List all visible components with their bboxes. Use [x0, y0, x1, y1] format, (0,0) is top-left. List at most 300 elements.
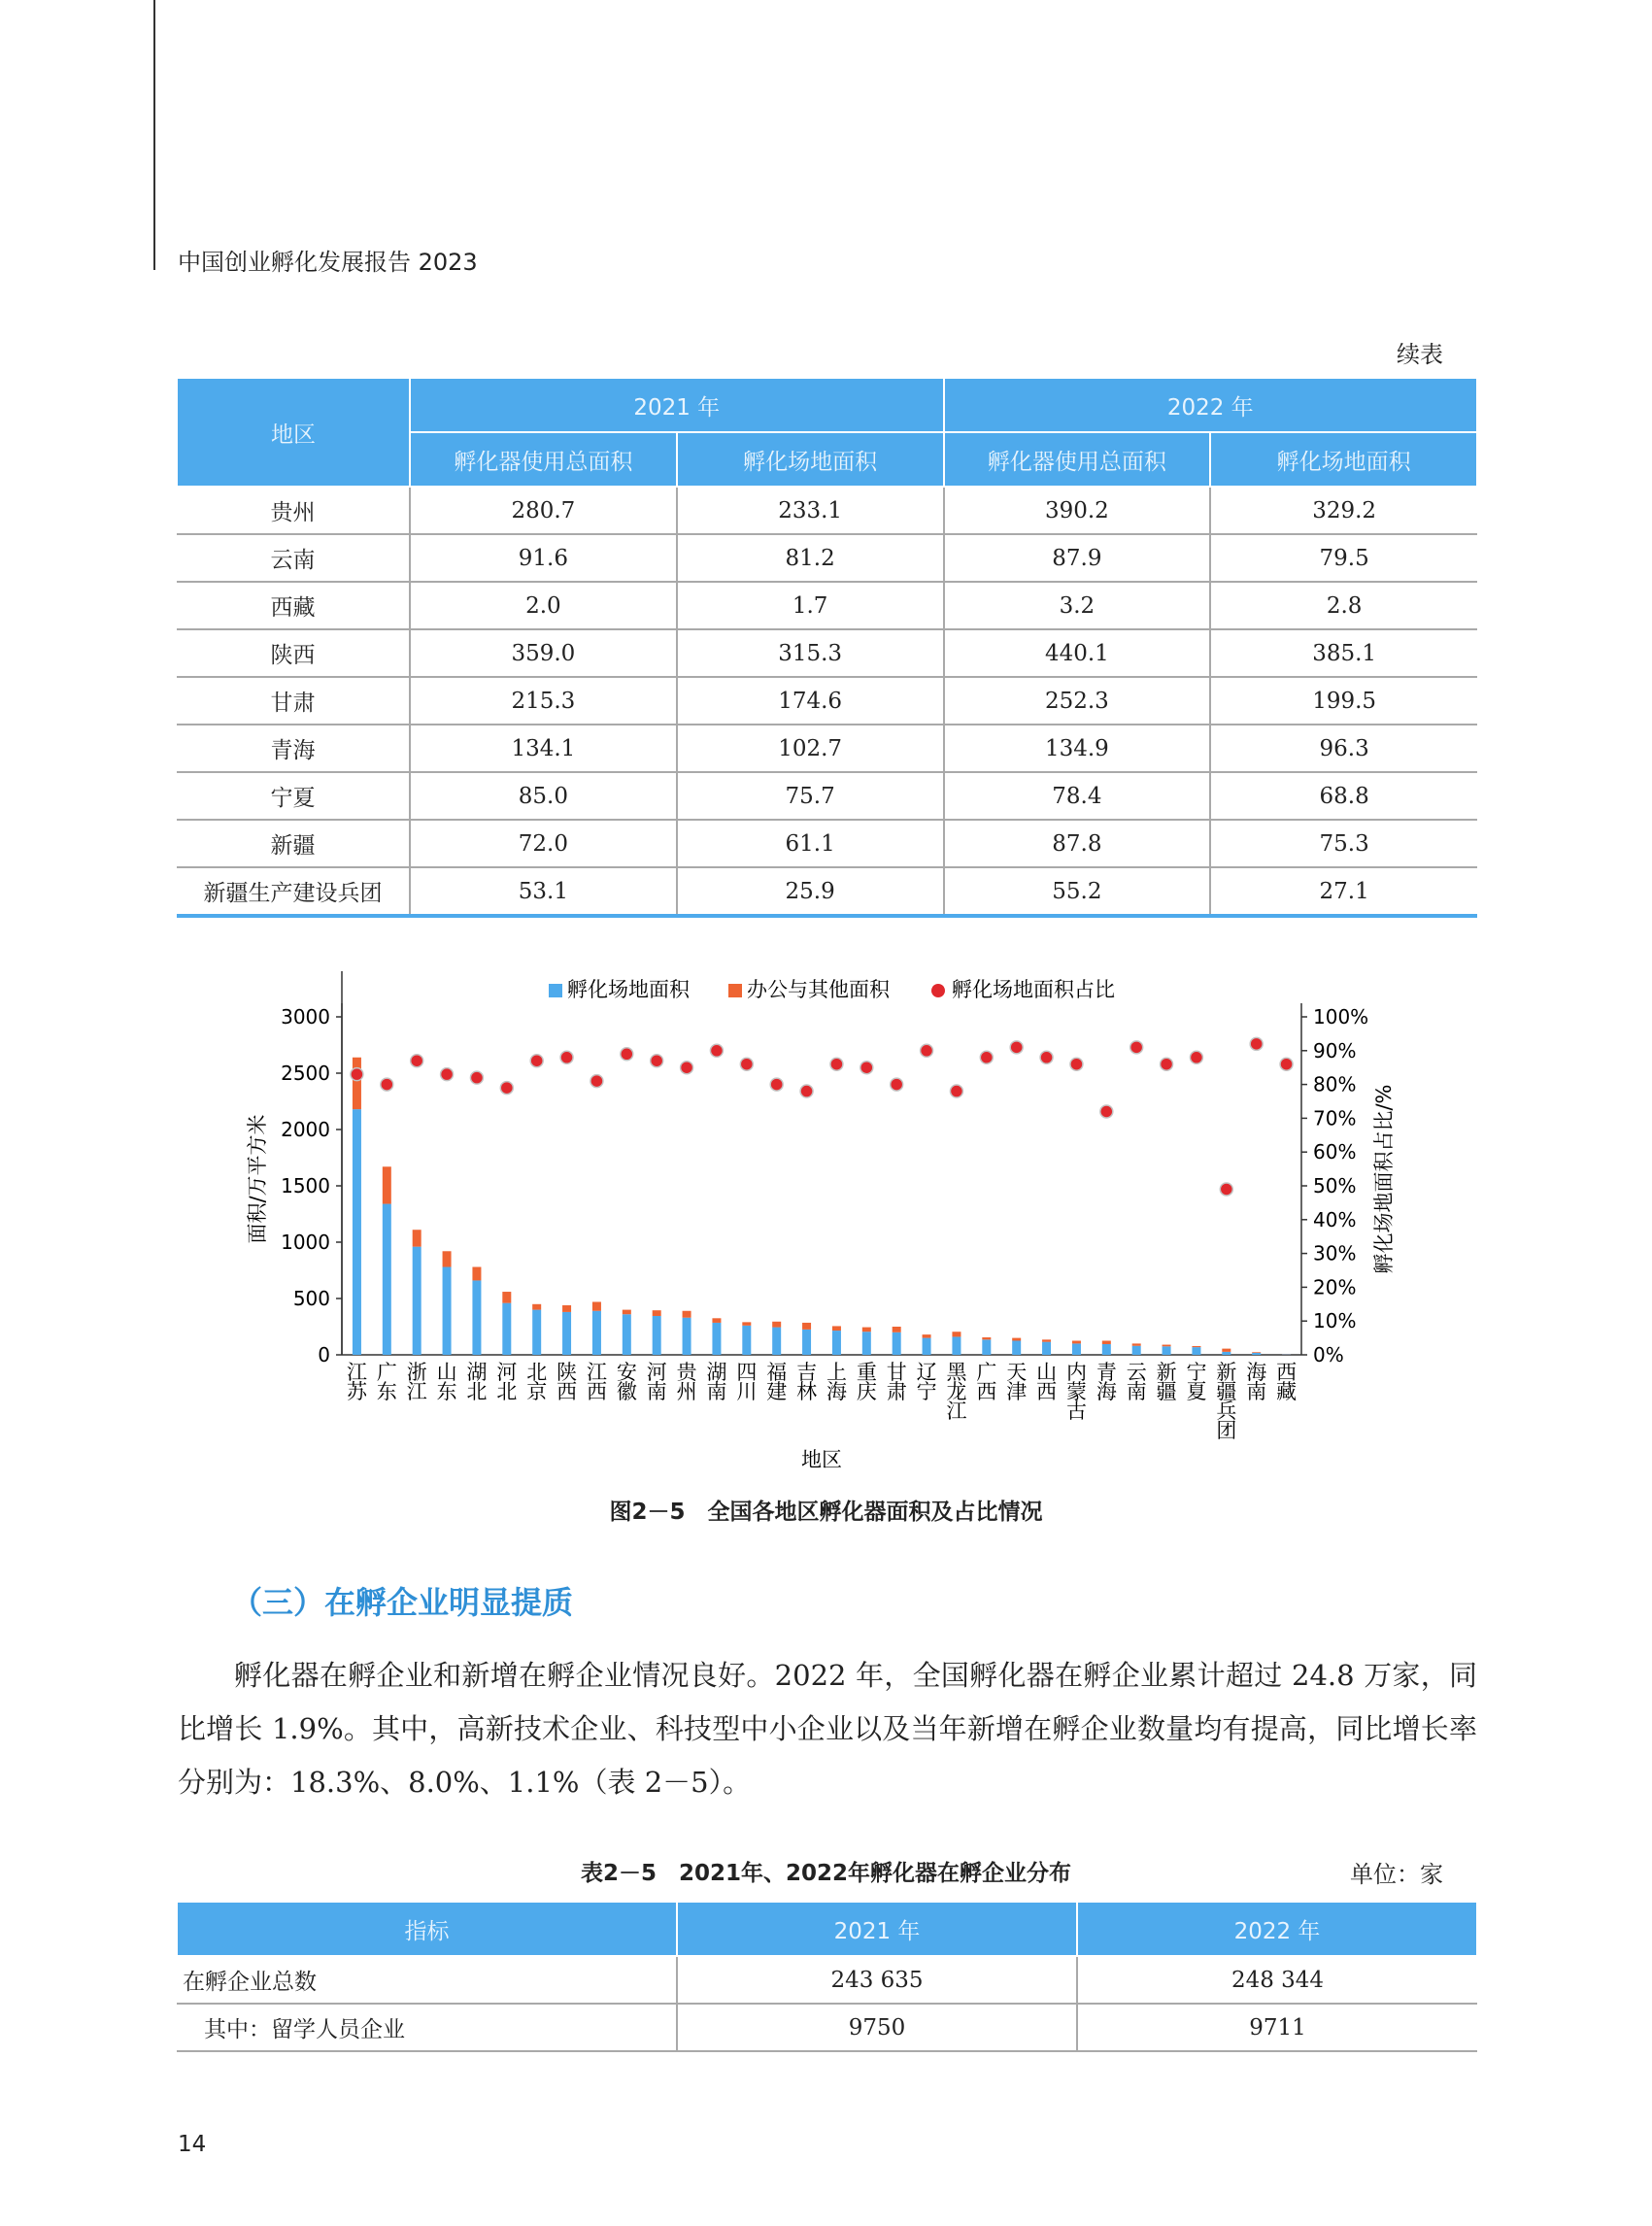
page-number: 14	[178, 2132, 207, 2157]
row-label: 其中：留学人员企业	[177, 2004, 677, 2051]
bar-venue-area	[383, 1204, 391, 1355]
table-row	[177, 534, 1477, 582]
region-cell: 宁夏	[177, 772, 410, 820]
ratio-dot	[1070, 1058, 1083, 1070]
x-category-char: 浙	[406, 1361, 427, 1384]
ratio-dot	[1220, 1183, 1232, 1196]
x-category-char: 贵	[676, 1361, 697, 1384]
table-unit: 单位：家	[1350, 1861, 1443, 1888]
x-category-char: 肃	[886, 1380, 907, 1403]
bar-office-area	[383, 1166, 391, 1203]
y-axis-title: 面积/万平方米	[246, 1114, 269, 1244]
value-cell: 102.7	[677, 725, 944, 772]
bar-venue-area	[1192, 1347, 1200, 1355]
x-category-char: 兵	[1216, 1400, 1237, 1423]
bar-office-area	[1192, 1346, 1200, 1347]
bar-venue-area	[952, 1336, 961, 1355]
area-chart	[233, 971, 1428, 1476]
x-category-label	[736, 1361, 757, 1403]
cell-2022: 248 344	[1077, 1956, 1477, 2004]
ratio-dot	[530, 1055, 543, 1067]
bar-office-area	[802, 1323, 811, 1330]
x-category-char: 苏	[346, 1380, 367, 1403]
bar-venue-area	[413, 1247, 421, 1355]
x-category-char: 广	[376, 1361, 397, 1384]
value-cell: 27.1	[1210, 867, 1477, 916]
x-category-char: 龙	[946, 1380, 967, 1403]
y2-axis-title: 孵化场地面积占比/%	[1372, 1084, 1396, 1274]
x-category-char: 江	[946, 1400, 967, 1423]
value-cell: 91.6	[410, 534, 677, 582]
x-category-label	[1186, 1361, 1206, 1403]
x-category-char: 内	[1065, 1361, 1087, 1384]
x-category-char: 辽	[916, 1361, 937, 1384]
bar-office-area	[413, 1230, 421, 1246]
value-cell: 252.3	[944, 677, 1211, 725]
ratio-dot	[1040, 1051, 1053, 1063]
bar-office-area	[1163, 1345, 1171, 1347]
bar-venue-area	[443, 1267, 452, 1355]
x-category-char: 西	[1276, 1361, 1298, 1384]
running-head: 中国创业孵化发展报告 2023	[178, 249, 478, 276]
bar-venue-area	[862, 1332, 871, 1355]
x-category-label	[1216, 1361, 1236, 1442]
value-cell: 134.1	[410, 725, 677, 772]
x-category-char: 江	[346, 1361, 367, 1384]
bar-venue-area	[1042, 1342, 1051, 1355]
region-header: 地区	[177, 378, 410, 487]
x-category-char: 西	[976, 1380, 997, 1403]
bar-office-area	[443, 1251, 452, 1266]
ratio-dots-layer	[351, 1037, 1293, 1196]
x-category-label	[796, 1361, 817, 1403]
bar-venue-area	[1252, 1353, 1261, 1355]
x-category-char: 建	[766, 1380, 788, 1403]
x-category-label	[1006, 1361, 1027, 1403]
x-category-char: 江	[586, 1361, 607, 1384]
ratio-dot	[351, 1068, 363, 1081]
x-category-label	[946, 1361, 967, 1423]
y-tick-label: 2000	[281, 1118, 330, 1141]
x-category-char: 广	[976, 1361, 997, 1384]
x-category-char: 疆	[1216, 1380, 1237, 1403]
y-ticks-right	[1301, 1005, 1368, 1366]
continued-label: 续表	[1397, 341, 1443, 368]
incubated-enterprise-table	[176, 1901, 1478, 2052]
section-heading: （三）在孵企业明显提质	[231, 1584, 574, 1621]
x-category-char: 河	[496, 1361, 518, 1384]
x-category-char: 海	[826, 1380, 847, 1403]
x-category-char: 北	[496, 1380, 518, 1403]
legend-label-ratio: 孵化场地面积占比	[952, 978, 1115, 1001]
bar-office-area	[1132, 1343, 1141, 1345]
x-category-char: 西	[556, 1380, 578, 1403]
bar-venue-area	[1102, 1344, 1111, 1355]
ratio-dot	[980, 1051, 993, 1063]
ratio-dot	[590, 1075, 603, 1088]
x-category-char: 云	[1126, 1361, 1147, 1384]
sub-header: 孵化器使用总面积	[410, 432, 677, 487]
x-category-char: 疆	[1156, 1380, 1177, 1403]
y2-tick-label: 100%	[1313, 1005, 1369, 1029]
bar-office-area	[683, 1311, 691, 1318]
y2-tick-label: 80%	[1313, 1072, 1357, 1096]
x-axis-title: 地区	[801, 1448, 842, 1471]
value-cell: 215.3	[410, 677, 677, 725]
x-category-char: 黑	[946, 1361, 967, 1384]
bar-venue-area	[472, 1280, 481, 1355]
x-category-char: 夏	[1186, 1380, 1207, 1403]
x-category-char: 海	[1096, 1380, 1117, 1403]
ratio-dot	[891, 1078, 903, 1091]
value-cell: 315.3	[677, 629, 944, 677]
bar-office-area	[1252, 1352, 1261, 1353]
value-cell: 199.5	[1210, 677, 1477, 725]
value-cell: 75.3	[1210, 820, 1477, 867]
x-category-char: 西	[1036, 1380, 1058, 1403]
bar-office-area	[923, 1334, 931, 1337]
x-category-label	[647, 1361, 667, 1403]
sub-header: 孵化场地面积	[677, 432, 944, 487]
x-category-char: 北	[466, 1380, 488, 1403]
value-cell: 96.3	[1210, 725, 1477, 772]
value-cell: 2.8	[1210, 582, 1477, 629]
x-category-char: 宁	[916, 1380, 937, 1403]
y2-tick-label: 50%	[1313, 1174, 1357, 1197]
x-category-label	[1066, 1361, 1087, 1423]
x-category-label	[377, 1361, 397, 1403]
bar-venue-area	[802, 1330, 811, 1355]
table-body	[177, 487, 1477, 916]
x-category-char: 天	[1006, 1361, 1028, 1384]
x-category-char: 古	[1065, 1400, 1087, 1423]
x-category-char: 团	[1216, 1419, 1237, 1442]
x-category-label	[1127, 1361, 1147, 1403]
value-cell: 79.5	[1210, 534, 1477, 582]
ratio-dot	[381, 1078, 393, 1091]
ratio-dot	[651, 1055, 663, 1067]
x-category-char: 新	[1216, 1361, 1237, 1384]
region-cell: 贵州	[177, 487, 410, 534]
bar-venue-area	[923, 1338, 931, 1355]
table-row	[177, 582, 1477, 629]
region-area-table	[176, 377, 1478, 918]
x-category-label	[1096, 1361, 1117, 1403]
x-category-char: 青	[1096, 1361, 1117, 1384]
table-row	[177, 677, 1477, 725]
value-cell: 75.7	[677, 772, 944, 820]
bar-office-area	[472, 1267, 481, 1281]
x-category-char: 京	[526, 1380, 548, 1403]
table-row	[177, 772, 1477, 820]
x-category-char: 川	[736, 1380, 758, 1403]
ratio-dot	[1190, 1051, 1202, 1063]
bar-venue-area	[653, 1316, 661, 1355]
chart-legend	[549, 978, 1115, 1001]
ratio-dot	[860, 1062, 873, 1074]
x-category-label	[976, 1361, 996, 1403]
bar-venue-area	[623, 1314, 631, 1355]
row-label: 在孵企业总数	[177, 1956, 677, 2004]
value-cell: 134.9	[944, 725, 1211, 772]
x-category-label	[347, 1361, 368, 1403]
x-category-label	[526, 1361, 547, 1403]
sub-header: 孵化器使用总面积	[944, 432, 1211, 487]
value-cell: 385.1	[1210, 629, 1477, 677]
ratio-dot	[710, 1044, 723, 1057]
ratio-dot	[1130, 1041, 1143, 1054]
x-category-char: 北	[526, 1361, 548, 1384]
bar-office-area	[712, 1318, 721, 1323]
x-category-char: 江	[406, 1380, 427, 1403]
x-category-char: 河	[646, 1361, 667, 1384]
cell-2022: 9711	[1077, 2004, 1477, 2051]
x-category-char: 西	[586, 1380, 607, 1403]
ratio-dot	[770, 1078, 783, 1091]
x-category-char: 新	[1156, 1361, 1177, 1384]
x-category-label	[826, 1361, 847, 1403]
legend-swatch-venue-area	[549, 984, 562, 997]
x-category-char: 上	[826, 1361, 847, 1384]
x-category-labels	[347, 1361, 1297, 1442]
x-category-char: 东	[376, 1380, 397, 1403]
bar-venue-area	[982, 1339, 991, 1355]
table-caption: 表2－5 2021年、2022年孵化器在孵企业分布	[580, 1861, 1072, 1886]
ratio-dot	[1250, 1037, 1263, 1050]
bar-venue-area	[1222, 1352, 1231, 1355]
ratio-dot	[621, 1048, 633, 1061]
x-category-label	[1036, 1361, 1057, 1403]
value-cell: 72.0	[410, 820, 677, 867]
value-cell: 87.9	[944, 534, 1211, 582]
region-cell: 西藏	[177, 582, 410, 629]
ratio-dot	[500, 1082, 513, 1095]
ratio-dot	[950, 1085, 962, 1097]
x-category-char: 湖	[466, 1361, 488, 1384]
x-category-char: 徽	[616, 1380, 637, 1403]
paragraph-text: 孵化器在孵企业和新增在孵企业情况良好。2022 年，全国孵化器在孵企业累计超过 24.8 万家，同比增长 1.9%。其中，高新技术企业、科技型中小企业以及当年新增在孵企业数量均有提高，同比增长率分别为：18.3%、8.0%、1.1%（表 2－5）。	[178, 1659, 1477, 1799]
x-category-label	[1276, 1361, 1297, 1403]
ratio-dot	[1280, 1058, 1293, 1070]
ratio-dot	[1010, 1041, 1023, 1054]
ratio-dot	[1161, 1058, 1173, 1070]
bar-venue-area	[712, 1323, 721, 1355]
bar-office-area	[1102, 1341, 1111, 1344]
bar-venue-area	[1163, 1346, 1171, 1355]
y2-tick-label: 40%	[1313, 1207, 1357, 1231]
bar-venue-area	[532, 1310, 541, 1355]
table-row	[177, 820, 1477, 867]
x-category-label	[1157, 1361, 1177, 1403]
x-category-label	[677, 1361, 699, 1403]
x-category-label	[466, 1361, 487, 1403]
x-category-label	[496, 1361, 517, 1403]
y-tick-label: 1000	[281, 1231, 330, 1254]
value-cell: 87.8	[944, 820, 1211, 867]
y2-tick-label: 20%	[1313, 1275, 1357, 1299]
bar-venue-area	[1012, 1341, 1021, 1356]
value-cell: 78.4	[944, 772, 1211, 820]
ratio-dot	[921, 1044, 933, 1057]
x-category-label	[407, 1361, 427, 1403]
bar-office-area	[982, 1337, 991, 1339]
value-cell: 68.8	[1210, 772, 1477, 820]
x-category-char: 山	[1036, 1361, 1058, 1384]
ratio-dot	[441, 1068, 454, 1081]
region-cell: 云南	[177, 534, 410, 582]
x-category-char: 南	[1246, 1380, 1267, 1403]
bar-venue-area	[502, 1303, 511, 1355]
value-cell: 81.2	[677, 534, 944, 582]
legend-label-venue-area: 孵化场地面积	[567, 978, 690, 1001]
x-category-char: 州	[676, 1380, 697, 1403]
x-category-char: 吉	[796, 1361, 818, 1384]
x-category-char: 安	[616, 1361, 637, 1384]
bar-office-area	[653, 1310, 661, 1316]
legend-swatch-office-area	[728, 984, 742, 997]
bar-venue-area	[893, 1332, 901, 1355]
bar-venue-area	[832, 1331, 841, 1355]
x-category-char: 山	[436, 1361, 457, 1384]
y-tick-label: 0	[318, 1343, 330, 1366]
year-header-2021: 2021 年	[410, 378, 944, 432]
value-cell: 280.7	[410, 487, 677, 534]
bar-office-area	[502, 1292, 511, 1303]
x-category-label	[706, 1361, 726, 1403]
bar-venue-area	[592, 1311, 601, 1355]
x-category-char: 津	[1006, 1380, 1028, 1403]
y2-tick-label: 30%	[1313, 1241, 1357, 1265]
table-row	[177, 867, 1477, 916]
y2-tick-label: 0%	[1313, 1343, 1344, 1366]
bar-office-area	[1042, 1339, 1051, 1341]
bar-venue-area	[683, 1318, 691, 1355]
bar-venue-area	[353, 1109, 361, 1355]
table-row	[177, 629, 1477, 677]
x-category-char: 宁	[1186, 1361, 1207, 1384]
y2-tick-label: 10%	[1313, 1309, 1357, 1333]
value-cell: 25.9	[677, 867, 944, 916]
x-category-label	[617, 1361, 637, 1403]
x-category-label	[1246, 1361, 1266, 1403]
bar-office-area	[532, 1304, 541, 1310]
year-header-2022: 2022 年	[944, 378, 1478, 432]
value-cell: 53.1	[410, 867, 677, 916]
region-cell: 新疆	[177, 820, 410, 867]
value-cell: 3.2	[944, 582, 1211, 629]
bar-office-area	[1222, 1349, 1231, 1352]
ratio-dot	[470, 1071, 483, 1084]
cell-2021: 9750	[677, 2004, 1077, 2051]
ratio-dot	[681, 1062, 693, 1074]
y-tick-label: 2500	[281, 1062, 330, 1085]
bars-layer	[353, 1058, 1291, 1355]
year-header-2021: 2021 年	[677, 1902, 1077, 1956]
y-tick-label: 1500	[281, 1174, 330, 1197]
sub-header: 孵化场地面积	[1210, 432, 1477, 487]
cell-2021: 243 635	[677, 1956, 1077, 2004]
y2-tick-label: 70%	[1313, 1106, 1357, 1130]
value-cell: 85.0	[410, 772, 677, 820]
bar-venue-area	[1132, 1346, 1141, 1355]
bar-office-area	[772, 1322, 781, 1328]
ratio-dot	[1100, 1105, 1113, 1118]
x-category-label	[766, 1361, 787, 1403]
table-row	[177, 725, 1477, 772]
value-cell: 233.1	[677, 487, 944, 534]
bar-office-area	[353, 1058, 361, 1109]
x-category-label	[917, 1361, 937, 1403]
value-cell: 390.2	[944, 487, 1211, 534]
x-category-char: 海	[1246, 1361, 1267, 1384]
bar-office-area	[742, 1322, 751, 1325]
figure-caption: 图2－5 全国各地区孵化器面积及占比情况	[609, 1500, 1043, 1525]
bar-venue-area	[562, 1312, 571, 1355]
x-category-char: 重	[856, 1361, 877, 1384]
bar-office-area	[562, 1305, 571, 1312]
bar-venue-area	[742, 1326, 751, 1355]
y2-tick-label: 60%	[1313, 1140, 1357, 1164]
bar-office-area	[952, 1332, 961, 1336]
x-category-char: 福	[766, 1361, 788, 1384]
bar-venue-area	[772, 1328, 781, 1355]
x-category-char: 甘	[886, 1361, 907, 1384]
bar-office-area	[862, 1328, 871, 1332]
value-cell: 174.6	[677, 677, 944, 725]
x-category-char: 陕	[556, 1361, 578, 1384]
side-rule	[153, 0, 155, 270]
value-cell: 55.2	[944, 867, 1211, 916]
table-row	[177, 487, 1477, 534]
region-cell: 陕西	[177, 629, 410, 677]
ratio-dot	[560, 1051, 573, 1063]
value-cell: 440.1	[944, 629, 1211, 677]
value-cell: 2.0	[410, 582, 677, 629]
value-cell: 1.7	[677, 582, 944, 629]
bar-office-area	[832, 1326, 841, 1331]
value-cell: 329.2	[1210, 487, 1477, 534]
year-header-2022: 2022 年	[1077, 1902, 1477, 1956]
x-category-char: 四	[736, 1361, 758, 1384]
y-ticks-left	[281, 1005, 342, 1366]
y-tick-label: 500	[292, 1287, 330, 1310]
legend-label-office-area: 办公与其他面积	[747, 978, 890, 1001]
region-cell: 甘肃	[177, 677, 410, 725]
x-category-char: 林	[796, 1380, 818, 1403]
bar-venue-area	[1072, 1343, 1081, 1355]
bar-office-area	[592, 1301, 601, 1310]
value-cell: 61.1	[677, 820, 944, 867]
x-category-char: 湖	[706, 1361, 727, 1384]
x-category-char: 藏	[1276, 1380, 1298, 1403]
region-cell: 青海	[177, 725, 410, 772]
value-cell: 359.0	[410, 629, 677, 677]
indicator-header: 指标	[177, 1902, 677, 1956]
ratio-dot	[800, 1085, 813, 1097]
bar-office-area	[1012, 1338, 1021, 1341]
x-category-label	[556, 1361, 577, 1403]
ratio-dot	[740, 1058, 753, 1070]
x-category-char: 东	[436, 1380, 457, 1403]
bar-office-area	[623, 1310, 631, 1315]
body-paragraph	[178, 1649, 1477, 1809]
x-category-label	[587, 1361, 607, 1403]
y-tick-label: 3000	[281, 1005, 330, 1029]
ratio-dot	[411, 1055, 423, 1067]
bar-office-area	[893, 1327, 901, 1332]
y2-tick-label: 90%	[1313, 1038, 1357, 1062]
x-category-char: 蒙	[1065, 1380, 1087, 1403]
